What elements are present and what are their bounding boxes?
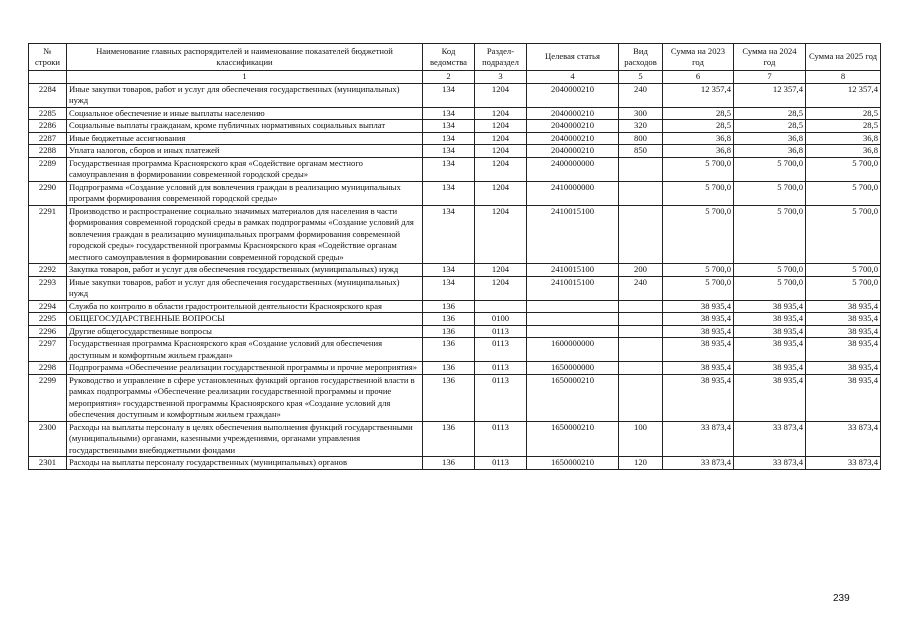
sum-2024: 33 873,4 <box>734 457 806 470</box>
section-code: 0100 <box>475 313 527 326</box>
sum-2025: 38 935,4 <box>806 300 881 313</box>
row-name: Служба по контролю в области градостроительной деятельности Красноярского края <box>67 300 423 313</box>
sum-2023: 5 700,0 <box>663 157 734 181</box>
section-code: 1204 <box>475 157 527 181</box>
row-name: Иные бюджетные ассигнования <box>67 132 423 145</box>
sum-2024: 28,5 <box>734 107 806 120</box>
expense-type: 850 <box>619 145 663 158</box>
expense-type <box>619 300 663 313</box>
row-number: 2287 <box>29 132 67 145</box>
table-row <box>29 205 881 264</box>
sum-2025: 38 935,4 <box>806 362 881 375</box>
table-row <box>29 120 881 133</box>
target-article: 1600000000 <box>527 338 619 362</box>
table-header-row <box>29 44 881 71</box>
sum-2025: 5 700,0 <box>806 205 881 264</box>
department-code: 134 <box>423 107 475 120</box>
sum-2024: 5 700,0 <box>734 276 806 300</box>
target-article: 2410015100 <box>527 205 619 264</box>
row-number: 2301 <box>29 457 67 470</box>
section-code: 1204 <box>475 107 527 120</box>
row-name: Уплата налогов, сборов и иных платежей <box>67 145 423 158</box>
expense-type: 320 <box>619 120 663 133</box>
sum-2025: 5 700,0 <box>806 276 881 300</box>
sum-2024: 33 873,4 <box>734 421 806 457</box>
sum-2023: 38 935,4 <box>663 300 734 313</box>
column-number: 4 <box>527 71 619 84</box>
column-number: 8 <box>806 71 881 84</box>
column-number: 2 <box>423 71 475 84</box>
department-code: 136 <box>423 457 475 470</box>
target-article: 1650000210 <box>527 457 619 470</box>
row-number: 2290 <box>29 181 67 205</box>
sum-2025: 28,5 <box>806 120 881 133</box>
sum-2024: 38 935,4 <box>734 325 806 338</box>
sum-2023: 5 700,0 <box>663 276 734 300</box>
row-number: 2291 <box>29 205 67 264</box>
sum-2024: 5 700,0 <box>734 157 806 181</box>
budget-table <box>28 43 881 470</box>
target-article: 2410015100 <box>527 276 619 300</box>
sum-2024: 36,8 <box>734 132 806 145</box>
expense-type <box>619 325 663 338</box>
sum-2025: 36,8 <box>806 132 881 145</box>
target-article: 1650000000 <box>527 362 619 375</box>
column-number: 5 <box>619 71 663 84</box>
target-article: 2040000210 <box>527 145 619 158</box>
sum-2025: 12 357,4 <box>806 83 881 107</box>
sum-2023: 5 700,0 <box>663 264 734 277</box>
sum-2023: 38 935,4 <box>663 374 734 421</box>
expense-type <box>619 338 663 362</box>
expense-type: 200 <box>619 264 663 277</box>
target-article: 2400000000 <box>527 157 619 181</box>
row-number: 2284 <box>29 83 67 107</box>
sum-2025: 38 935,4 <box>806 325 881 338</box>
sum-2023: 28,5 <box>663 107 734 120</box>
department-code: 134 <box>423 205 475 264</box>
section-code: 1204 <box>475 264 527 277</box>
header-target-article: Целевая статья <box>527 44 619 71</box>
sum-2023: 38 935,4 <box>663 313 734 326</box>
row-name: Иные закупки товаров, работ и услуг для обеспечения государственных (муниципальных) нужд <box>67 83 423 107</box>
row-number: 2293 <box>29 276 67 300</box>
sum-2025: 38 935,4 <box>806 374 881 421</box>
row-name: Социальные выплаты гражданам, кроме публичных нормативных социальных выплат <box>67 120 423 133</box>
row-name: Государственная программа Красноярского края «Содействие органам местного самоуправления в формировании современной городской среды» <box>67 157 423 181</box>
department-code: 134 <box>423 83 475 107</box>
row-number: 2294 <box>29 300 67 313</box>
row-name: Закупка товаров, работ и услуг для обеспечения государственных (муниципальных) нужд <box>67 264 423 277</box>
sum-2024: 28,5 <box>734 120 806 133</box>
sum-2023: 5 700,0 <box>663 205 734 264</box>
expense-type: 100 <box>619 421 663 457</box>
section-code: 0113 <box>475 338 527 362</box>
sum-2024: 36,8 <box>734 145 806 158</box>
row-number: 2288 <box>29 145 67 158</box>
expense-type: 300 <box>619 107 663 120</box>
table-row <box>29 362 881 375</box>
sum-2025: 38 935,4 <box>806 313 881 326</box>
expense-type: 240 <box>619 276 663 300</box>
target-article <box>527 300 619 313</box>
expense-type <box>619 313 663 326</box>
department-code: 136 <box>423 300 475 313</box>
target-article <box>527 325 619 338</box>
sum-2024: 12 357,4 <box>734 83 806 107</box>
sum-2025: 33 873,4 <box>806 421 881 457</box>
row-number: 2297 <box>29 338 67 362</box>
table-row <box>29 276 881 300</box>
sum-2024: 38 935,4 <box>734 374 806 421</box>
table-row <box>29 421 881 457</box>
section-code: 1204 <box>475 205 527 264</box>
expense-type <box>619 181 663 205</box>
row-name: Другие общегосударственные вопросы <box>67 325 423 338</box>
sum-2025: 36,8 <box>806 145 881 158</box>
sum-2023: 38 935,4 <box>663 325 734 338</box>
row-number: 2300 <box>29 421 67 457</box>
sum-2023: 28,5 <box>663 120 734 133</box>
table-row <box>29 264 881 277</box>
row-number: 2286 <box>29 120 67 133</box>
sum-2024: 5 700,0 <box>734 205 806 264</box>
section-code: 1204 <box>475 276 527 300</box>
expense-type <box>619 157 663 181</box>
department-code: 134 <box>423 120 475 133</box>
section-code: 0113 <box>475 457 527 470</box>
row-number: 2295 <box>29 313 67 326</box>
table-row <box>29 374 881 421</box>
sum-2025: 33 873,4 <box>806 457 881 470</box>
expense-type <box>619 205 663 264</box>
section-code: 1204 <box>475 120 527 133</box>
target-article: 2410015100 <box>527 264 619 277</box>
table-row <box>29 145 881 158</box>
page-number: 239 <box>833 593 850 604</box>
header-sum-2023: Сумма на 2023 год <box>663 44 734 71</box>
section-code <box>475 300 527 313</box>
sum-2023: 33 873,4 <box>663 457 734 470</box>
row-name: Расходы на выплаты персоналу в целях обеспечения выполнения функций государственными (муниципальными) органами, казенными учреждениями, органами управления государственными внебюджетными фондами <box>67 421 423 457</box>
column-number-row <box>29 71 881 84</box>
row-name: Социальное обеспечение и иные выплаты населению <box>67 107 423 120</box>
target-article: 2040000210 <box>527 132 619 145</box>
column-number: 3 <box>475 71 527 84</box>
section-code: 0113 <box>475 421 527 457</box>
department-code: 134 <box>423 264 475 277</box>
header-section: Раздел-подраздел <box>475 44 527 71</box>
row-name: Подпрограмма «Обеспечение реализации государственной программы и прочие мероприятия» <box>67 362 423 375</box>
table-row <box>29 338 881 362</box>
sum-2024: 5 700,0 <box>734 181 806 205</box>
expense-type <box>619 362 663 375</box>
table-row <box>29 325 881 338</box>
target-article: 1650000210 <box>527 374 619 421</box>
expense-type: 120 <box>619 457 663 470</box>
sum-2023: 5 700,0 <box>663 181 734 205</box>
row-name: ОБЩЕГОСУДАРСТВЕННЫЕ ВОПРОСЫ <box>67 313 423 326</box>
header-name: Наименование главных распорядителей и наименование показателей бюджетной классификации <box>67 44 423 71</box>
section-code: 0113 <box>475 374 527 421</box>
sum-2023: 38 935,4 <box>663 362 734 375</box>
target-article <box>527 313 619 326</box>
sum-2025: 38 935,4 <box>806 338 881 362</box>
sum-2023: 12 357,4 <box>663 83 734 107</box>
section-code: 1204 <box>475 145 527 158</box>
department-code: 134 <box>423 157 475 181</box>
table-row <box>29 157 881 181</box>
section-code: 1204 <box>475 132 527 145</box>
table-row <box>29 457 881 470</box>
sum-2024: 38 935,4 <box>734 338 806 362</box>
row-name: Производство и распространение социально значимых материалов для населения в части формирования современной городской среды в рамках подпрограммы «Создание условий для вовлечения граждан в реализацию муниципальных программ формирования современной городской среды» государственной программы Красноярского края «Содействие органам местного самоуправления в формировании современной городской среды» <box>67 205 423 264</box>
sum-2025: 5 700,0 <box>806 264 881 277</box>
sum-2024: 38 935,4 <box>734 313 806 326</box>
table-row <box>29 181 881 205</box>
department-code: 136 <box>423 313 475 326</box>
department-code: 134 <box>423 181 475 205</box>
sum-2025: 28,5 <box>806 107 881 120</box>
row-name: Расходы на выплаты персоналу государственных (муниципальных) органов <box>67 457 423 470</box>
row-number: 2285 <box>29 107 67 120</box>
department-code: 136 <box>423 421 475 457</box>
header-department-code: Код ведомства <box>423 44 475 71</box>
table-row <box>29 107 881 120</box>
table-row <box>29 83 881 107</box>
column-number <box>29 71 67 84</box>
sum-2023: 38 935,4 <box>663 338 734 362</box>
department-code: 136 <box>423 338 475 362</box>
sum-2023: 36,8 <box>663 132 734 145</box>
column-number: 1 <box>67 71 423 84</box>
row-number: 2296 <box>29 325 67 338</box>
header-sum-2024: Сумма на 2024 год <box>734 44 806 71</box>
department-code: 136 <box>423 362 475 375</box>
expense-type <box>619 374 663 421</box>
sum-2025: 5 700,0 <box>806 157 881 181</box>
row-number: 2289 <box>29 157 67 181</box>
row-number: 2299 <box>29 374 67 421</box>
department-code: 136 <box>423 325 475 338</box>
department-code: 134 <box>423 132 475 145</box>
sum-2025: 5 700,0 <box>806 181 881 205</box>
expense-type: 800 <box>619 132 663 145</box>
budget-table-page <box>28 43 880 470</box>
department-code: 134 <box>423 276 475 300</box>
column-number: 7 <box>734 71 806 84</box>
expense-type: 240 <box>619 83 663 107</box>
table-row <box>29 313 881 326</box>
target-article: 2040000210 <box>527 83 619 107</box>
sum-2024: 38 935,4 <box>734 300 806 313</box>
row-number: 2292 <box>29 264 67 277</box>
row-name: Государственная программа Красноярского края «Создание условий для обеспечения доступным и комфортным жильем граждан» <box>67 338 423 362</box>
sum-2023: 36,8 <box>663 145 734 158</box>
target-article: 2410000000 <box>527 181 619 205</box>
header-expense-type: Вид расходов <box>619 44 663 71</box>
target-article: 2040000210 <box>527 107 619 120</box>
department-code: 134 <box>423 145 475 158</box>
section-code: 0113 <box>475 325 527 338</box>
target-article: 1650000210 <box>527 421 619 457</box>
section-code: 1204 <box>475 83 527 107</box>
sum-2024: 5 700,0 <box>734 264 806 277</box>
table-row <box>29 300 881 313</box>
header-sum-2025: Сумма на 2025 год <box>806 44 881 71</box>
sum-2023: 33 873,4 <box>663 421 734 457</box>
row-number: 2298 <box>29 362 67 375</box>
department-code: 136 <box>423 374 475 421</box>
row-name: Руководство и управление в сфере установленных функций органов государственной власти в рамках подпрограммы «Обеспечение реализации государственной программы и прочие мероприятия» государственной программы Красноярского края «Создание условий для обеспечения доступным и комфортным жильем граждан» <box>67 374 423 421</box>
header-row-number: № строки <box>29 44 67 71</box>
row-name: Подпрограмма «Создание условий для вовлечения граждан в реализацию муниципальных программ формирования современной городской среды» <box>67 181 423 205</box>
target-article: 2040000210 <box>527 120 619 133</box>
section-code: 0113 <box>475 362 527 375</box>
sum-2024: 38 935,4 <box>734 362 806 375</box>
row-name: Иные закупки товаров, работ и услуг для обеспечения государственных (муниципальных) нужд <box>67 276 423 300</box>
table-row <box>29 132 881 145</box>
column-number: 6 <box>663 71 734 84</box>
section-code: 1204 <box>475 181 527 205</box>
